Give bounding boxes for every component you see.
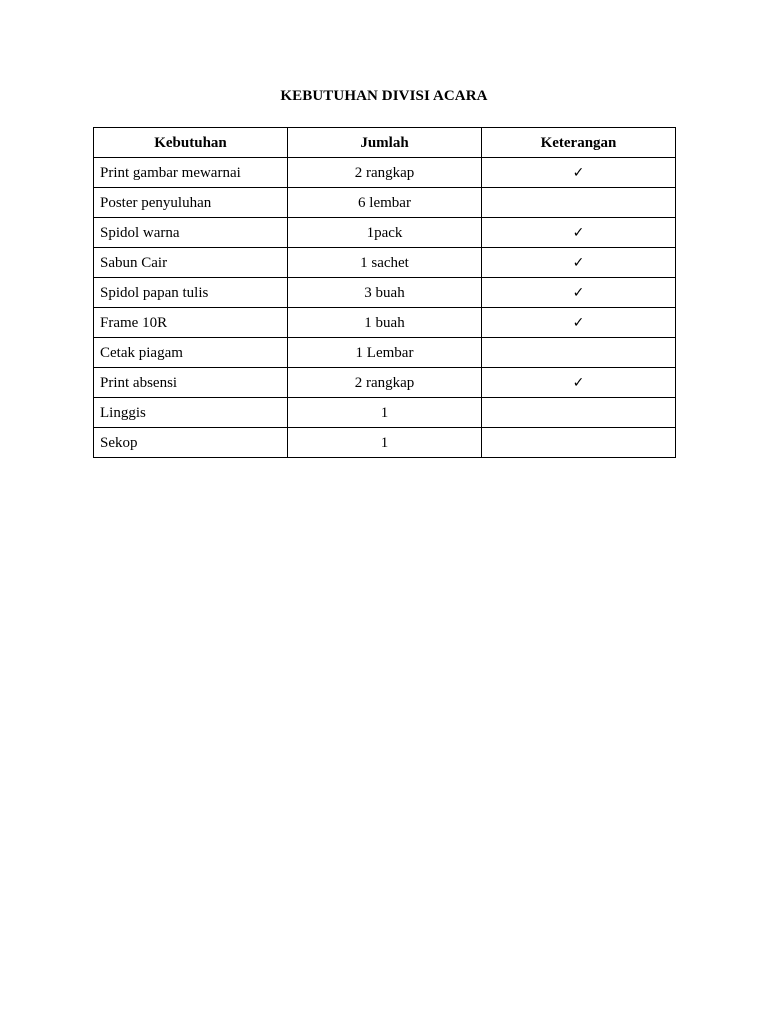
check-icon: ✓ [482,368,676,398]
header-kebutuhan: Kebutuhan [94,128,288,158]
table-row [94,368,676,398]
header-keterangan: Keterangan [482,128,676,158]
header-jumlah: Jumlah [288,128,482,158]
quantity-cell: 2 rangkap [288,368,482,398]
item-cell: Frame 10R [94,308,288,338]
quantity-cell: 2 rangkap [288,158,482,188]
table-row [94,428,676,458]
item-cell: Poster penyuluhan [94,188,288,218]
note-cell [482,398,676,428]
quantity-cell: 1 sachet [288,248,482,278]
table-row [94,248,676,278]
item-cell: Spidol warna [94,218,288,248]
check-icon: ✓ [482,248,676,278]
table-row [94,338,676,368]
note-cell [482,188,676,218]
check-icon: ✓ [482,278,676,308]
table-row [94,308,676,338]
item-cell: Linggis [94,398,288,428]
quantity-cell: 6 lembar [288,188,482,218]
table-row [94,278,676,308]
item-cell: Print gambar mewarnai [94,158,288,188]
item-cell: Print absensi [94,368,288,398]
item-cell: Sabun Cair [94,248,288,278]
quantity-cell: 1pack [288,218,482,248]
item-cell: Sekop [94,428,288,458]
quantity-cell: 1 buah [288,308,482,338]
requirements-table [93,127,676,458]
item-cell: Spidol papan tulis [94,278,288,308]
check-icon: ✓ [482,308,676,338]
quantity-cell: 1 Lembar [288,338,482,368]
note-cell [482,428,676,458]
check-icon: ✓ [482,158,676,188]
table-row [94,188,676,218]
quantity-cell: 3 buah [288,278,482,308]
quantity-cell: 1 [288,398,482,428]
table-row [94,398,676,428]
table-row [94,218,676,248]
quantity-cell: 1 [288,428,482,458]
item-cell: Cetak piagam [94,338,288,368]
note-cell [482,338,676,368]
check-icon: ✓ [482,218,676,248]
page-title: KEBUTUHAN DIVISI ACARA [280,88,488,104]
table-header-row [94,128,676,158]
table-row [94,158,676,188]
